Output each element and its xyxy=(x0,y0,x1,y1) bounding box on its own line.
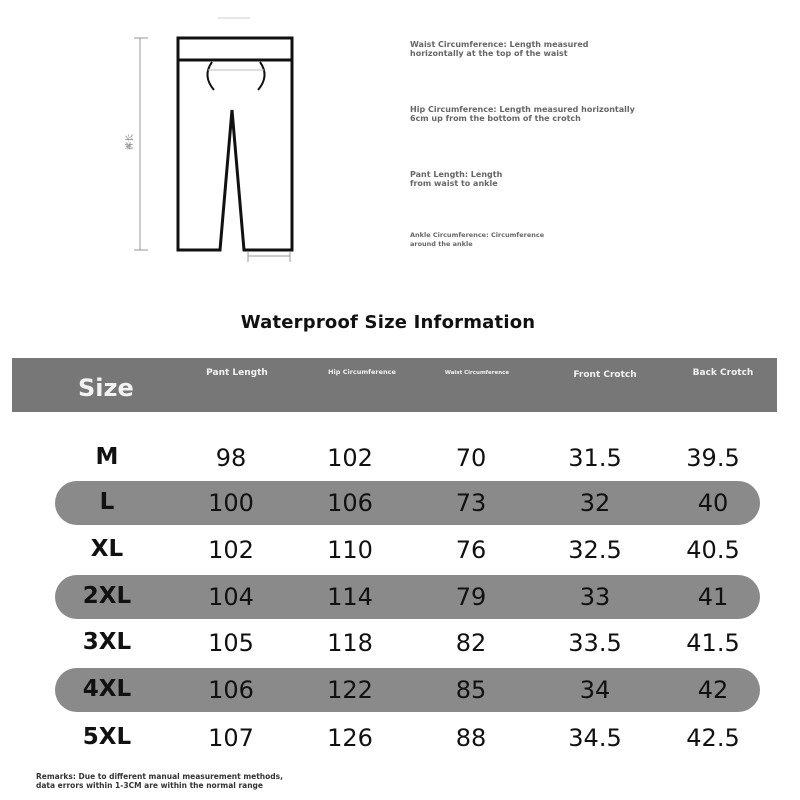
cell-hip: 102 xyxy=(327,444,373,472)
length-definition: Pant Length: Length from waist to ankle xyxy=(410,170,503,188)
cell-front-crotch: 34.5 xyxy=(568,724,622,752)
cell-front-crotch: 34 xyxy=(579,676,611,704)
cell-size: M xyxy=(95,444,119,470)
header-size: Size xyxy=(78,374,134,402)
cell-waist: 79 xyxy=(455,583,487,611)
header-waist: Waist Circumference xyxy=(444,370,510,376)
cell-back-crotch: 41 xyxy=(697,583,729,611)
cell-front-crotch: 33 xyxy=(579,583,611,611)
pants-outline-icon xyxy=(120,10,310,270)
table-row xyxy=(0,575,800,619)
page-title: Waterproof Size Information xyxy=(240,312,536,333)
cell-size: L xyxy=(99,489,115,515)
cell-waist: 82 xyxy=(455,629,487,657)
cell-back-crotch: 42.5 xyxy=(686,724,740,752)
header-front-crotch: Front Crotch xyxy=(573,370,637,380)
cell-waist: 73 xyxy=(455,489,487,517)
cell-pant-length: 107 xyxy=(208,724,254,752)
header-pant-length: Pant Length xyxy=(206,368,268,378)
cell-hip: 122 xyxy=(327,676,373,704)
cell-size: 2XL xyxy=(82,583,132,609)
cell-pant-length: 102 xyxy=(208,536,254,564)
cell-pant-length: 104 xyxy=(208,583,254,611)
length-label: 裤长 xyxy=(125,134,134,150)
table-row xyxy=(0,528,800,572)
cell-size: 4XL xyxy=(82,676,132,702)
cell-front-crotch: 32.5 xyxy=(568,536,622,564)
cell-size: 3XL xyxy=(82,629,132,655)
cell-waist: 76 xyxy=(455,536,487,564)
cell-front-crotch: 32 xyxy=(579,489,611,517)
cell-waist: 70 xyxy=(455,444,487,472)
remarks-note: Remarks: Due to different manual measurement methods, data errors within 1-3CM are within the normal range xyxy=(36,772,283,790)
cell-pant-length: 105 xyxy=(208,629,254,657)
cell-hip: 110 xyxy=(327,536,373,564)
table-row xyxy=(0,621,800,665)
hip-definition: Hip Circumference: Length measured horizontally 6cm up from the bottom of the crotch xyxy=(410,105,635,123)
waist-definition: Waist Circumference: Length measured horizontally at the top of the waist xyxy=(410,40,589,58)
cell-size: 5XL xyxy=(82,724,132,750)
cell-waist: 88 xyxy=(455,724,487,752)
cell-pant-length: 106 xyxy=(208,676,254,704)
row-stripe xyxy=(55,575,760,619)
cell-hip: 126 xyxy=(327,724,373,752)
cell-pant-length: 98 xyxy=(215,444,247,472)
cell-back-crotch: 42 xyxy=(697,676,729,704)
cell-hip: 114 xyxy=(327,583,373,611)
cell-size: XL xyxy=(90,536,124,562)
cell-back-crotch: 39.5 xyxy=(686,444,740,472)
cell-hip: 118 xyxy=(327,629,373,657)
cell-hip: 106 xyxy=(327,489,373,517)
table-row xyxy=(0,436,800,480)
cell-front-crotch: 31.5 xyxy=(568,444,622,472)
header-back-crotch: Back Crotch xyxy=(692,368,754,378)
cell-back-crotch: 41.5 xyxy=(686,629,740,657)
row-stripe xyxy=(55,481,760,525)
ankle-definition: Ankle Circumference: Circumference around the ankle xyxy=(410,231,545,248)
table-header xyxy=(12,358,777,412)
header-hip: Hip Circumference xyxy=(328,368,396,376)
pants-diagram xyxy=(120,10,310,270)
cell-front-crotch: 33.5 xyxy=(568,629,622,657)
row-stripe xyxy=(55,668,760,712)
cell-pant-length: 100 xyxy=(208,489,254,517)
table-row xyxy=(0,481,800,525)
cell-back-crotch: 40 xyxy=(697,489,729,517)
table-row xyxy=(0,716,800,760)
cell-waist: 85 xyxy=(455,676,487,704)
table-row xyxy=(0,668,800,712)
cell-back-crotch: 40.5 xyxy=(686,536,740,564)
